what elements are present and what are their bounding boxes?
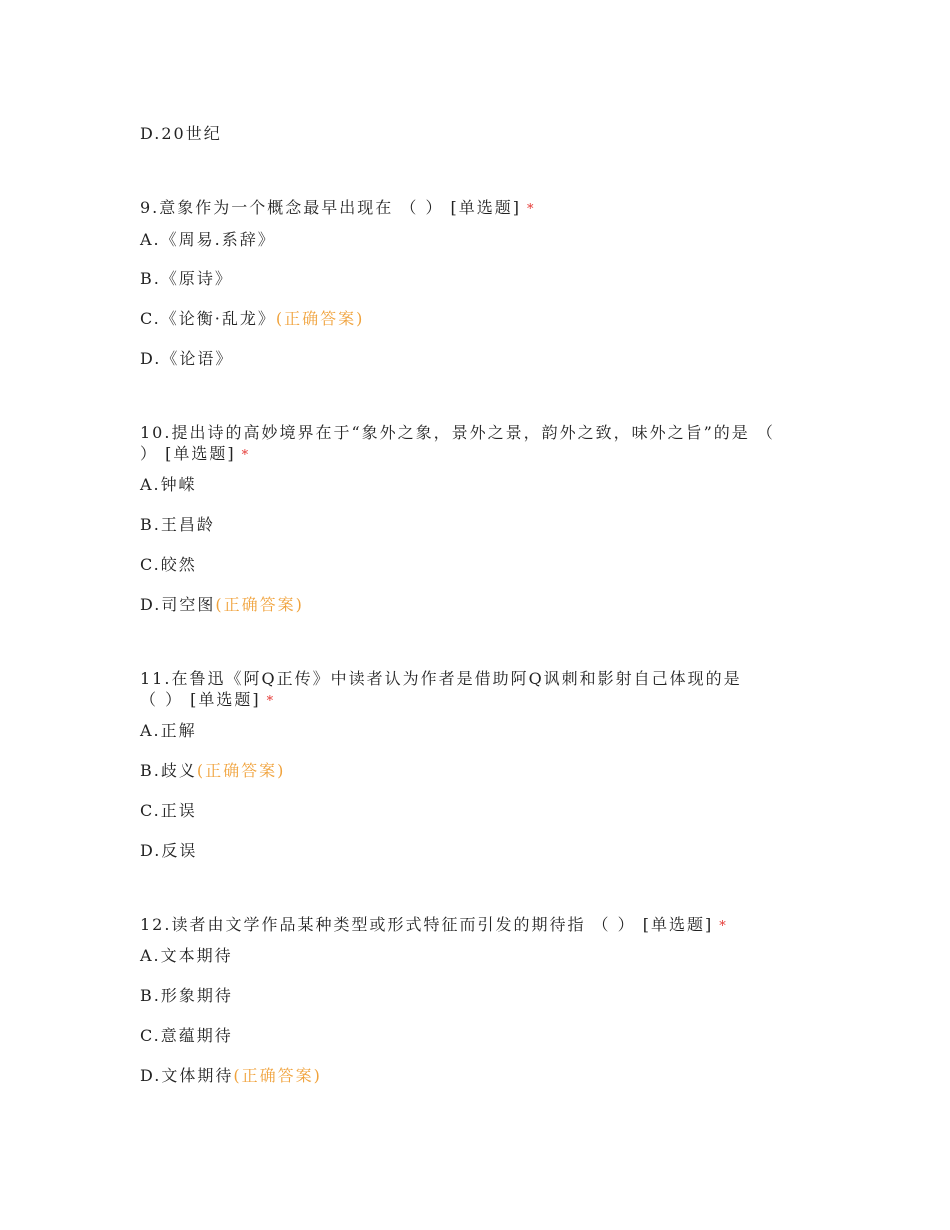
q12-question: 12.读者由文学作品某种类型或形式特征而引发的期待指 （ ） [单选题] * (140, 915, 728, 934)
q10-option-b: B.王昌龄 (140, 515, 215, 534)
required-mark: * (266, 694, 276, 709)
q10-question-line2: ） [单选题] * (140, 444, 251, 463)
q11-option-c: C.正误 (140, 801, 197, 820)
q11-option-a: A.正解 (140, 721, 197, 740)
q12-option-c: C.意蕴期待 (140, 1026, 233, 1045)
q9-option-c: C.《论衡·乱龙》(正确答案) (140, 309, 365, 328)
correct-answer-tag: (正确答案) (275, 309, 365, 328)
correct-answer-tag: (正确答案) (215, 595, 304, 614)
required-mark: * (719, 919, 728, 934)
q9-option-d: D.《论语》 (140, 349, 234, 368)
q11-question-line1: 11.在鲁迅《阿Q正传》中读者认为作者是借助阿Q讽刺和影射自己体现的是 (140, 669, 742, 688)
q11-question-line2: （ ） [单选题] * (140, 690, 276, 709)
correct-answer-tag: (正确答案) (196, 761, 286, 780)
required-mark: * (527, 202, 536, 217)
q10-option-a: A.钟嵘 (140, 475, 197, 494)
correct-answer-tag: (正确答案) (233, 1066, 322, 1085)
q9-option-a: A.《周易.系辞》 (140, 230, 276, 249)
q11-option-d: D.反误 (140, 841, 198, 860)
q12-option-a: A.文本期待 (140, 946, 233, 965)
q9-question: 9.意象作为一个概念最早出现在 （ ） [单选题] * (140, 198, 536, 217)
q12-option-d: D.文体期待(正确答案) (140, 1066, 322, 1085)
required-mark: * (241, 448, 251, 463)
q10-option-d: D.司空图(正确答案) (140, 595, 304, 614)
q8-option-d: D.20世纪 (140, 124, 222, 143)
q10-question-line1: 10.提出诗的高妙境界在于“象外之象，景外之景，韵外之致，味外之旨”的是 （ (140, 423, 775, 442)
q9-option-b: B.《原诗》 (140, 269, 233, 288)
q10-option-c: C.皎然 (140, 555, 197, 574)
q11-option-b: B.歧义(正确答案) (140, 761, 286, 780)
q12-option-b: B.形象期待 (140, 986, 233, 1005)
